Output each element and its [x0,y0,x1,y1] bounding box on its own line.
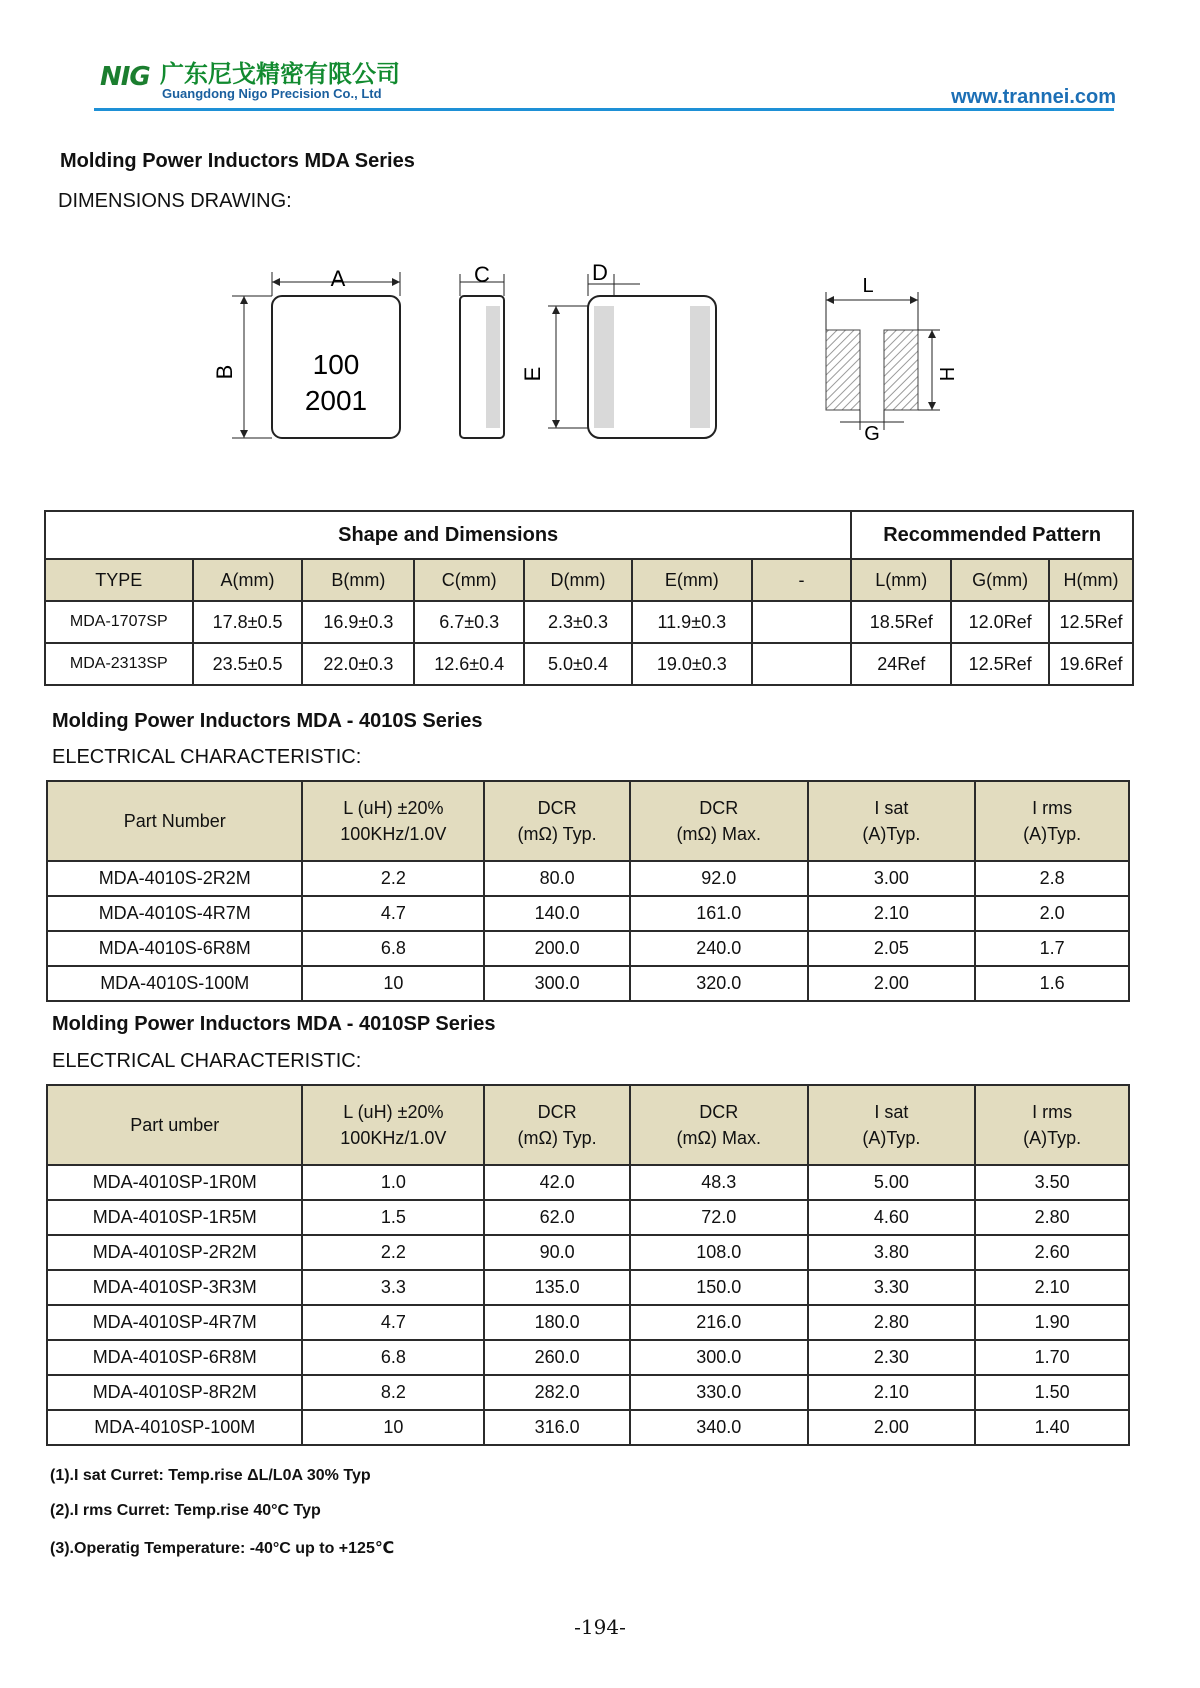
table-row [47,1410,1129,1445]
table-row [47,1270,1129,1305]
series-4010s-title: Molding Power Inductors MDA - 4010S Series [52,710,483,732]
recommended-pattern-title: Recommended Pattern [851,511,1133,559]
electrical-table-4010s [46,780,1130,1002]
cell-dcr-max: 340.0 [630,1410,808,1445]
cell-dcr-typ: 140.0 [484,896,630,931]
cell-inductance: 8.2 [302,1375,484,1410]
cell-dcr-max: 150.0 [630,1270,808,1305]
cell-inductance: 4.7 [302,1305,484,1340]
col-header-part-number: Part Number [47,781,302,861]
cell-irms: 2.10 [975,1270,1129,1305]
cell-l: 18.5Ref [851,601,951,643]
col-header-e: E(mm) [632,559,752,601]
col-header-d: D(mm) [524,559,632,601]
series-title: Molding Power Inductors MDA Series [60,150,415,172]
cell-part-number: MDA-4010SP-1R0M [47,1165,302,1200]
marking-line-1: 100 [312,349,360,380]
electrical-table-4010sp [46,1084,1130,1446]
cell-part-number: MDA-4010SP-8R2M [47,1375,302,1410]
col-header-c: C(mm) [414,559,524,601]
cell-irms: 1.6 [975,966,1129,1001]
col-header-a: A(mm) [193,559,303,601]
dim-label-h: H [937,366,959,382]
cell-isat: 4.60 [808,1200,976,1235]
cell-c: 6.7±0.3 [414,601,524,643]
series-4010sp-subtitle: ELECTRICAL CHARACTERISTIC: [52,1050,362,1072]
cell-inductance: 10 [302,966,484,1001]
table-row [47,1235,1129,1270]
cell-inductance: 2.2 [302,1235,484,1270]
cell-irms: 1.40 [975,1410,1129,1445]
cell-dcr-max: 48.3 [630,1165,808,1200]
cell-isat: 5.00 [808,1165,976,1200]
cell-dcr-max: 320.0 [630,966,808,1001]
cell-isat: 2.30 [808,1340,976,1375]
dim-label-d: D [592,260,608,285]
cell-irms: 1.90 [975,1305,1129,1340]
cell-dcr-max: 108.0 [630,1235,808,1270]
note-1: (1).I sat Curret: Temp.rise ΔL/L0A 30% Typ [50,1467,371,1484]
col-header-type: TYPE [45,559,193,601]
cell-inductance: 1.0 [302,1165,484,1200]
cell-dcr-typ: 42.0 [484,1165,630,1200]
table-row [47,931,1129,966]
cell-irms: 2.60 [975,1235,1129,1270]
dim-label-a: A [330,266,346,291]
company-name-cn: 广东尼戈精密有限公司 [160,59,400,88]
marking-line-2: 2001 [304,385,368,416]
cell-part-number: MDA-4010S-4R7M [47,896,302,931]
cell-c: 12.6±0.4 [414,643,524,685]
cell-isat: 2.05 [808,931,976,966]
cell-part-number: MDA-4010SP-4R7M [47,1305,302,1340]
table-row [45,601,1133,643]
cell-h: 19.6Ref [1049,643,1133,685]
table-row [47,1375,1129,1410]
cell-dcr-typ: 316.0 [484,1410,630,1445]
cell-inductance: 2.2 [302,861,484,896]
cell-dcr-typ: 282.0 [484,1375,630,1410]
dimensions-drawing [0,250,1200,450]
cell-isat: 3.30 [808,1270,976,1305]
col-header-blank: - [752,559,852,601]
table-row [47,1305,1129,1340]
cell-irms: 2.0 [975,896,1129,931]
cell-dcr-typ: 300.0 [484,966,630,1001]
series-4010s-subtitle: ELECTRICAL CHARACTERISTIC: [52,746,362,768]
cell-d: 2.3±0.3 [524,601,632,643]
col-header-dcr-max: DCR (mΩ) Max. [630,781,808,861]
col-header-part-number: Part umber [47,1085,302,1165]
cell-blank [752,601,852,643]
dim-label-e: E [520,366,545,382]
cell-inductance: 1.5 [302,1200,484,1235]
cell-g: 12.5Ref [951,643,1049,685]
side-view-outline [460,274,504,438]
cell-irms: 1.50 [975,1375,1129,1410]
series-4010sp-title: Molding Power Inductors MDA - 4010SP Series [52,1013,496,1035]
cell-dcr-max: 92.0 [630,861,808,896]
cell-h: 12.5Ref [1049,601,1133,643]
table-row [47,1340,1129,1375]
cell-a: 17.8±0.5 [193,601,303,643]
shape-dimensions-table [44,510,1134,686]
cell-g: 12.0Ref [951,601,1049,643]
cell-dcr-typ: 200.0 [484,931,630,966]
cell-inductance: 6.8 [302,1340,484,1375]
cell-l: 24Ref [851,643,951,685]
col-header-g: G(mm) [951,559,1049,601]
table-row [47,1165,1129,1200]
cell-irms: 1.70 [975,1340,1129,1375]
cell-part-number: MDA-4010S-100M [47,966,302,1001]
company-name-en: Guangdong Nigo Precision Co., Ltd [162,86,382,101]
cell-inductance: 3.3 [302,1270,484,1305]
table-row [47,966,1129,1001]
dim-label-l: L [862,275,874,297]
cell-b: 22.0±0.3 [302,643,414,685]
cell-dcr-max: 161.0 [630,896,808,931]
table-row [47,861,1129,896]
cell-a: 23.5±0.5 [193,643,303,685]
cell-d: 5.0±0.4 [524,643,632,685]
col-header-dcr-typ: DCR (mΩ) Typ. [484,781,630,861]
table-row [47,896,1129,931]
dim-label-g: G [864,423,880,445]
cell-isat: 2.00 [808,1410,976,1445]
cell-inductance: 10 [302,1410,484,1445]
dim-label-c: C [474,262,490,287]
col-header-l: L(mm) [851,559,951,601]
cell-isat: 2.00 [808,966,976,1001]
cell-dcr-typ: 90.0 [484,1235,630,1270]
page-number: -194- [574,1615,626,1639]
cell-e: 19.0±0.3 [632,643,752,685]
cell-dcr-typ: 62.0 [484,1200,630,1235]
cell-inductance: 4.7 [302,896,484,931]
pattern-view-outline [826,292,940,430]
cell-blank [752,643,852,685]
col-header-isat: I sat (A)Typ. [808,781,976,861]
cell-type: MDA-2313SP [45,643,193,685]
cell-part-number: MDA-4010S-2R2M [47,861,302,896]
col-header-inductance: L (uH) ±20% 100KHz/1.0V [302,1085,484,1165]
shape-dimensions-title: Shape and Dimensions [45,511,851,559]
cell-dcr-typ: 260.0 [484,1340,630,1375]
table-row [47,1200,1129,1235]
note-3: (3).Operatig Temperature: -40°C up to +125℃ [50,1540,395,1557]
cell-e: 11.9±0.3 [632,601,752,643]
col-header-dcr-max: DCR (mΩ) Max. [630,1085,808,1165]
company-logo: NIG [100,62,150,92]
col-header-irms: I rms (A)Typ. [975,1085,1129,1165]
cell-dcr-typ: 80.0 [484,861,630,896]
drawing-title: DIMENSIONS DRAWING: [58,190,292,212]
front-view-outline [548,274,716,438]
dim-label-b: B [212,364,237,380]
cell-dcr-max: 240.0 [630,931,808,966]
table-row [45,643,1133,685]
cell-dcr-typ: 180.0 [484,1305,630,1340]
cell-inductance: 6.8 [302,931,484,966]
cell-isat: 2.10 [808,896,976,931]
cell-dcr-max: 216.0 [630,1305,808,1340]
col-header-h: H(mm) [1049,559,1133,601]
cell-part-number: MDA-4010SP-1R5M [47,1200,302,1235]
col-header-b: B(mm) [302,559,414,601]
header-divider [94,108,1114,111]
website-link[interactable]: www.trannei.com [951,86,1116,108]
cell-isat: 3.00 [808,861,976,896]
cell-irms: 1.7 [975,931,1129,966]
cell-dcr-max: 300.0 [630,1340,808,1375]
cell-dcr-max: 330.0 [630,1375,808,1410]
cell-isat: 2.80 [808,1305,976,1340]
cell-part-number: MDA-4010SP-100M [47,1410,302,1445]
cell-type: MDA-1707SP [45,601,193,643]
cell-irms: 2.80 [975,1200,1129,1235]
col-header-isat: I sat (A)Typ. [808,1085,976,1165]
cell-dcr-typ: 135.0 [484,1270,630,1305]
col-header-dcr-typ: DCR (mΩ) Typ. [484,1085,630,1165]
cell-part-number: MDA-4010SP-2R2M [47,1235,302,1270]
cell-part-number: MDA-4010SP-3R3M [47,1270,302,1305]
cell-part-number: MDA-4010S-6R8M [47,931,302,966]
note-2: (2).I rms Curret: Temp.rise 40°C Typ [50,1502,321,1519]
cell-irms: 2.8 [975,861,1129,896]
cell-irms: 3.50 [975,1165,1129,1200]
cell-part-number: MDA-4010SP-6R8M [47,1340,302,1375]
col-header-irms: I rms (A)Typ. [975,781,1129,861]
cell-b: 16.9±0.3 [302,601,414,643]
cell-dcr-max: 72.0 [630,1200,808,1235]
cell-isat: 3.80 [808,1235,976,1270]
cell-isat: 2.10 [808,1375,976,1410]
col-header-inductance: L (uH) ±20% 100KHz/1.0V [302,781,484,861]
